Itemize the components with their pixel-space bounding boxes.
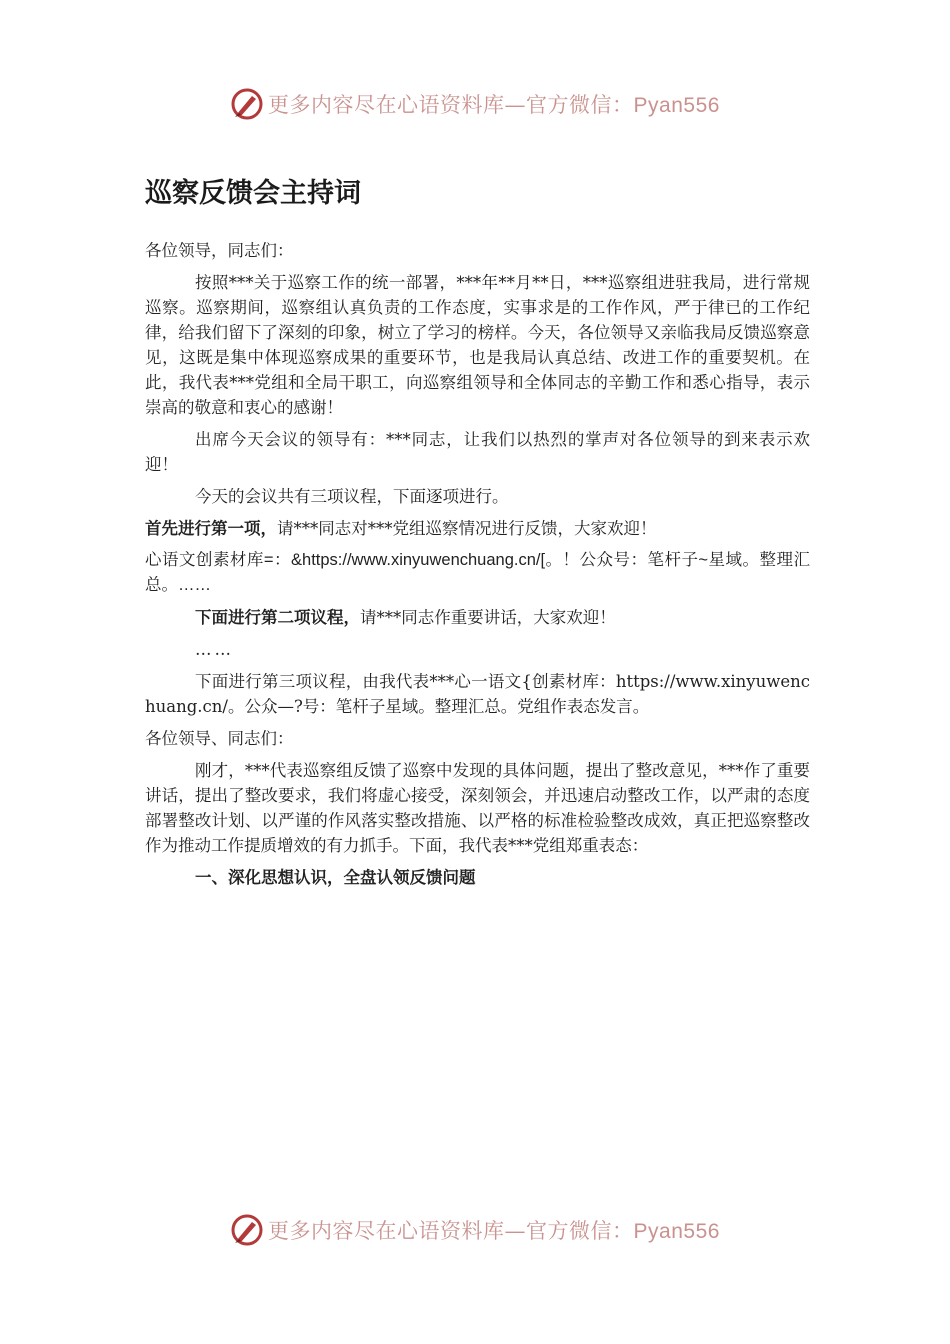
- header-banner: [0, 84, 950, 124]
- document-body: [145, 172, 810, 897]
- agenda-item-1-text: 请***同志对***党组巡察情况进行反馈，大家欢迎！: [277, 519, 657, 538]
- greeting: 各位领导，同志们：: [145, 241, 294, 260]
- pen-logo-icon: [230, 87, 264, 121]
- paragraph-intro: 按照***关于巡察工作的统一部署，***年**月**日，***巡察组进驻我局，进行常规巡察。巡察期间，巡察组认真负责的工作态度，实事求是的工作作风，严于律已的工作纪律，给我们留下了深刻的印象，树立了学习的榜样。今天，各位领导又亲临我局反馈巡察意见，这既是集中体现巡察成果的重要环节，也是我局认真总结、改进工作的重要契机。在此，我代表***党组和全局干职工，向巡察组领导和全体同志的辛勤工作和悉心指导，表示崇高的敬意和衷心的感谢！: [145, 273, 810, 417]
- paragraph-attendees: 出席今天会议的领导有：***同志，让我们以热烈的掌声对各位领导的到来表示欢迎！: [145, 430, 810, 474]
- banner-wechat-id: Pyan556: [633, 1220, 720, 1243]
- agenda-item-3: 下面进行第三项议程，由我代表***心一语文{创素材库：https://www.xinyuwenchuang.cn/。公众—?号：笔杆子星域。整理汇总。党组作表态发言。: [145, 672, 810, 716]
- footer-banner: [0, 1210, 950, 1250]
- paragraph-response: 刚才，***代表巡察组反馈了巡察中发现的具体问题，提出了整改意见，***作了重要讲话，提出了整改要求，我们将虚心接受，深刻领会，并迅速启动整改工作，以严肃的态度部署整改计划、以严谨的作风落实整改措施、以严格的标准检验整改成效，真正把巡察整改作为推动工作提质增效的有力抓手。下面，我代表***党组郑重表态：: [145, 761, 810, 855]
- agenda-item-1: [145, 516, 810, 541]
- banner-text-cn: 更多内容尽在心语资料库—官方微信：: [268, 93, 634, 117]
- banner-wechat-id: Pyan556: [633, 94, 720, 117]
- watermark-line: 心语文创素材库=：&https://www.xinyuwenchuang.cn/[。！公众号：笔杆子~星域。整理汇总。……: [145, 551, 810, 594]
- paragraph-agenda: 今天的会议共有三项议程，下面逐项进行。: [195, 487, 509, 506]
- banner-text: [268, 1215, 720, 1245]
- agenda-item-2-lead: 下面进行第二项议程，: [195, 608, 360, 627]
- document-title: 巡察反馈会主持词: [145, 178, 361, 209]
- pen-logo-icon: [230, 1213, 264, 1247]
- agenda-item-1-lead: 首先进行第一项，: [145, 519, 277, 538]
- banner-text: [268, 89, 720, 119]
- agenda-item-2-text: 请***同志作重要讲话，大家欢迎！: [360, 608, 616, 627]
- section-heading-1: 一、深化思想认识，全盘认领反馈问题: [195, 868, 476, 887]
- greeting-second: 各位领导、同志们：: [145, 729, 294, 748]
- ellipsis: ……: [195, 640, 234, 659]
- agenda-item-2: [145, 605, 810, 630]
- banner-text-cn: 更多内容尽在心语资料库—官方微信：: [268, 1219, 634, 1243]
